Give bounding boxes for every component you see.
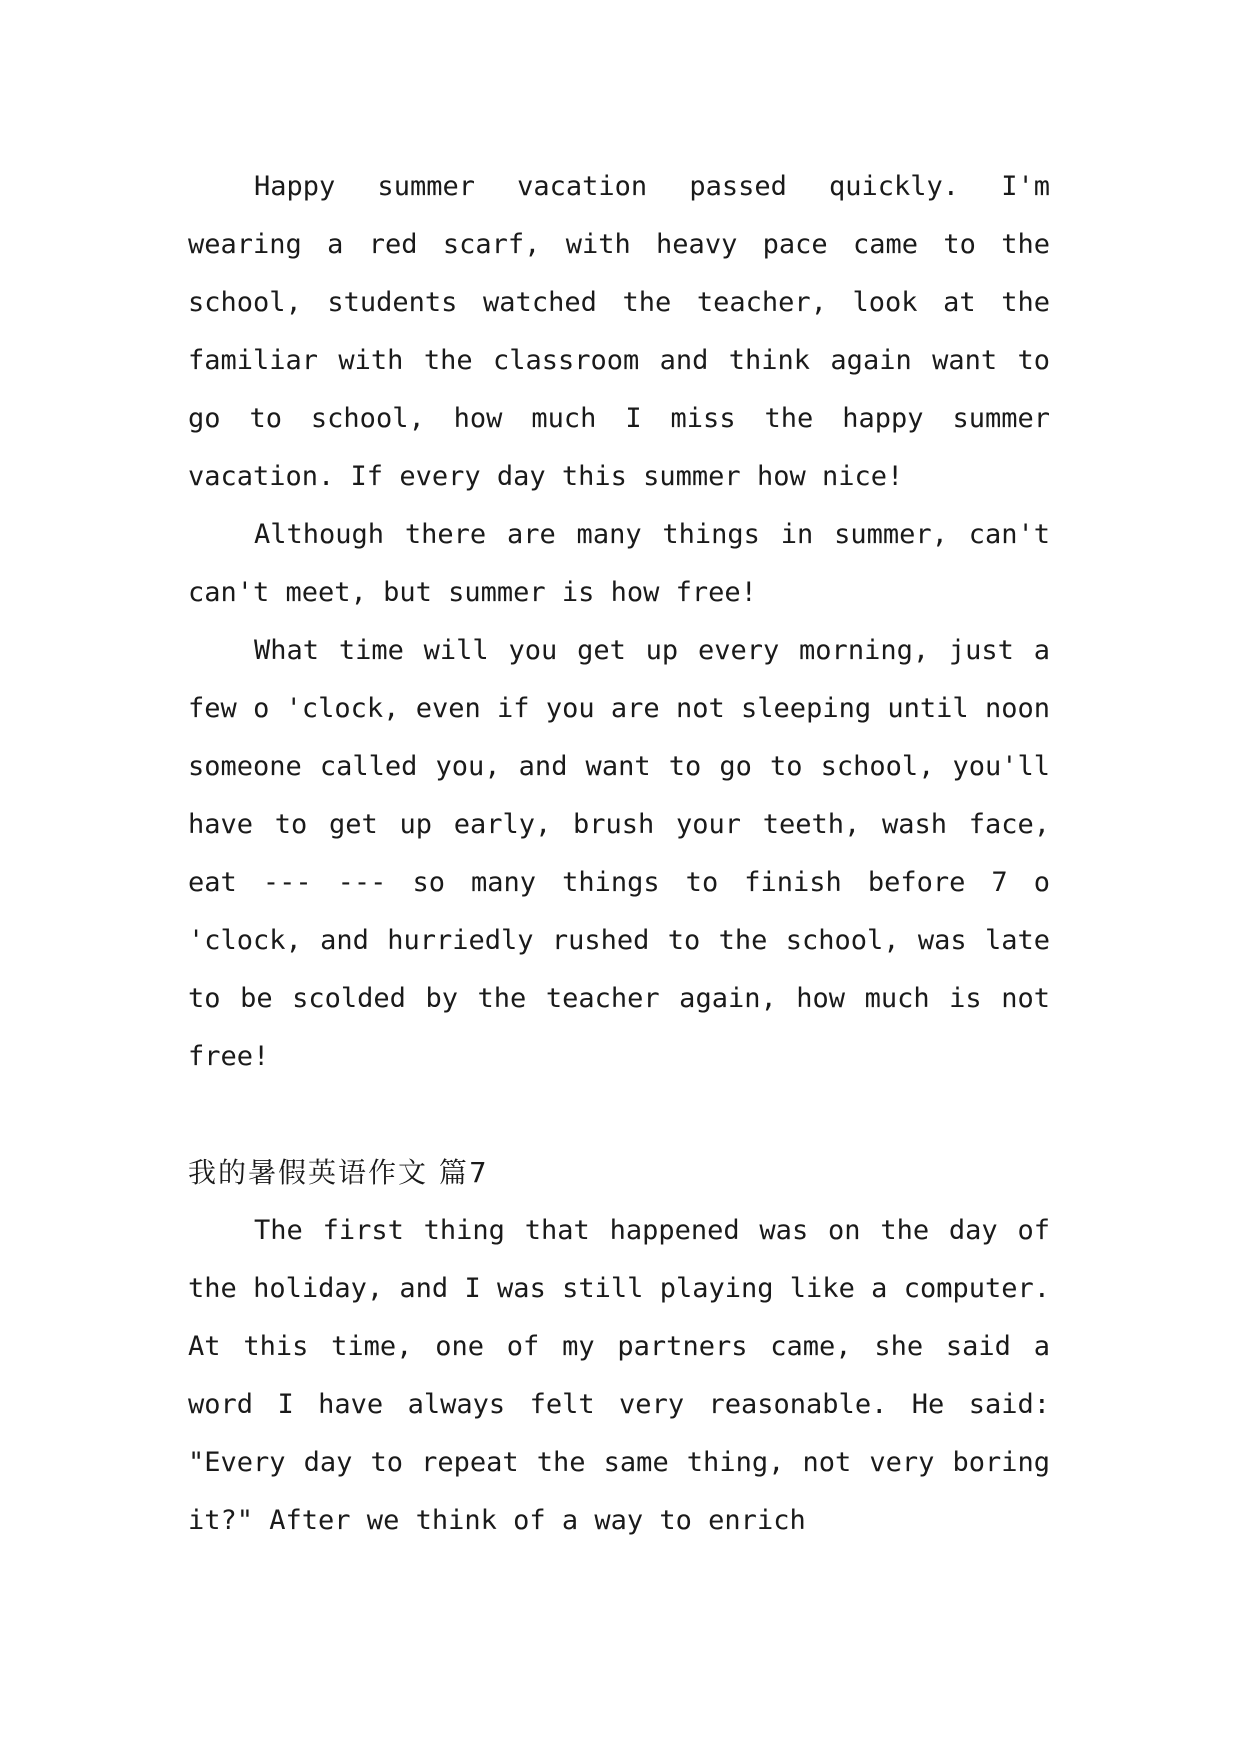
paragraph-first-thing-holiday: The first thing that happened was on the day of the holiday, and I was still playing like a computer. At this time, one of my partners came, she said a word I have always felt very reasonable. He said: "Every day to repeat the same thing, not very boring it?" After we think of a way to enrich xyxy=(188,1215,1050,1536)
section-title: 我的暑假英语作文 篇7 xyxy=(188,1156,489,1189)
paragraph-get-up-every-morning: What time will you get up every morning, just a few o 'clock, even if you are not sleeping until noon someone called you, and want to go to school, you'll have to get up early, brush your teeth, wash face, eat --- --- so many things to finish before 7 o 'clock, and hurriedly rushed to the school, was late to be scolded by the teacher again, how much is not free! xyxy=(188,635,1050,1072)
paragraph-summer-is-free: Although there are many things in summer, can't can't meet, but summer is how free! xyxy=(188,519,1050,608)
paragraph-summer-vacation-passed: Happy summer vacation passed quickly. I'm wearing a red scarf, with heavy pace came to the school, students watched the teacher, look at the familiar with the classroom and think again want to go to school, how much I miss the happy summer vacation. If every day this summer how nice! xyxy=(188,171,1050,492)
document-page xyxy=(188,158,1050,1550)
